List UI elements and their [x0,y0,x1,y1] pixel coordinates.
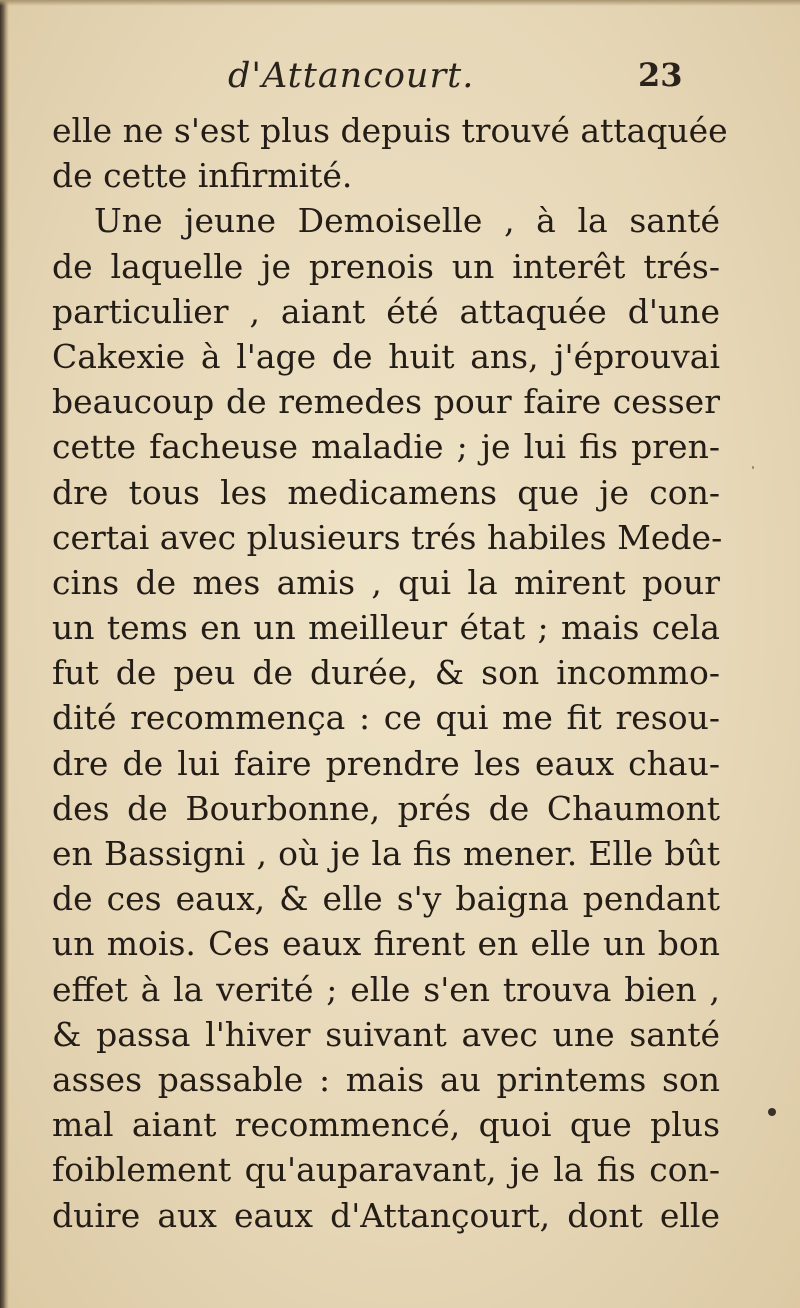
ink-speck [752,466,754,469]
text-line: dre tous les medicamens que je con- [52,472,720,512]
text-line: certai avec plusieurs trés habiles Mede- [52,517,723,557]
page-header [60,52,720,102]
text-line: Cakexie à l'age de huit ans, j'éprouvai [52,336,720,376]
running-title: d'Attancourt. [228,56,475,96]
text-line: beaucoup de remedes pour faire cesser [52,382,720,422]
text-line: foiblement qu'auparavant, je la fis con- [52,1150,720,1190]
text-line: de ces eaux, & elle s'y baigna pendant [52,879,720,919]
body-text [52,108,728,1238]
text-line: dité recommença : ce qui me fit resou- [52,698,720,738]
text-line: elle ne s'est plus depuis trouvé attaquée [52,111,728,150]
text-line: de cette infirmité. [52,156,353,196]
text-line: cette facheuse maladie ; je lui fis pren- [52,427,720,467]
page-number: 23 [638,56,683,94]
text-line: un mois. Ces eaux firent en elle un bon [52,924,720,964]
text-line: fut de peu de durée, & son incommo- [52,653,720,693]
text-line: & passa l'hiver suivant avec une santé [52,1014,720,1054]
text-line: des de Bourbonne, prés de Chaumont [52,788,720,828]
text-line: Une jeune Demoiselle , à la santé [94,201,720,241]
text-line: mal aiant recommencé, quoi que plus [52,1105,720,1145]
text-line: duire aux eaux d'Attançourt, dont elle [52,1195,720,1235]
text-line: particulier , aiant été attaquée d'une [52,291,720,331]
text-line: en Bassigni , où je la fis mener. Elle bût [52,834,720,873]
text-line: de laquelle je prenois un interêt trés- [52,246,720,286]
text-line: dre de lui faire prendre les eaux chau- [52,743,720,783]
text-line: asses passable : mais au printems son [52,1059,720,1099]
text-line: effet à la verité ; elle s'en trouva bien , [52,969,720,1009]
page-gutter-shadow [0,0,9,1308]
ink-speck [768,1108,776,1116]
text-line: cins de mes amis , qui la mirent pour [52,562,720,602]
page-top-edge [0,0,800,6]
text-line: un tems en un meilleur état ; mais cela [52,608,720,648]
